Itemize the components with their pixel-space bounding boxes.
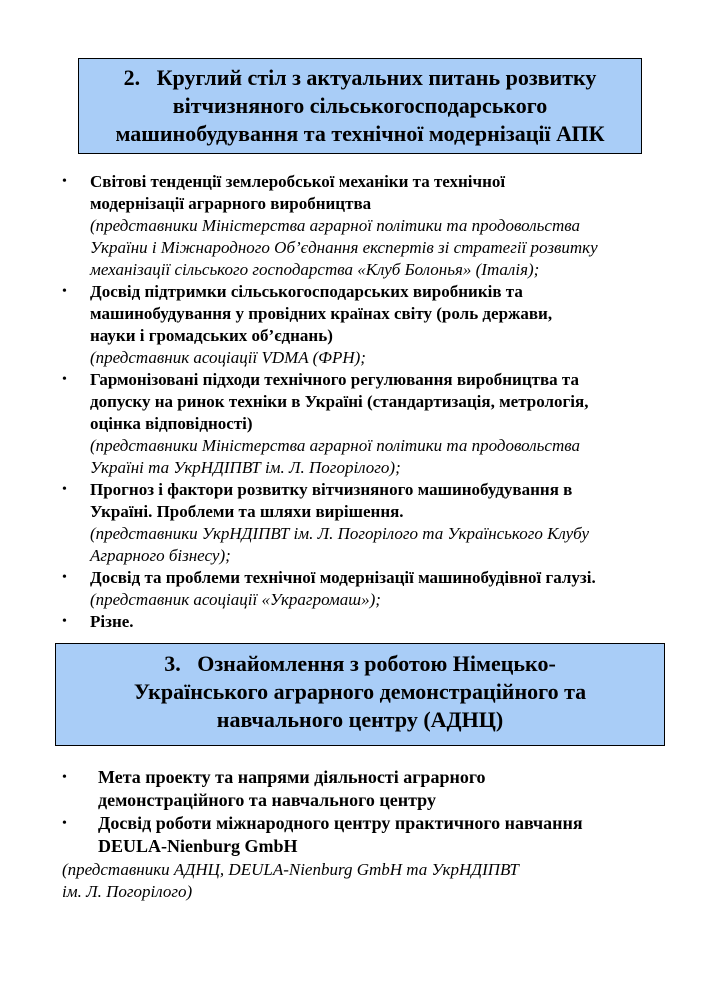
- agenda-item-5-note-line-1: (представник асоціації «Украгромаш»);: [90, 590, 381, 609]
- agenda-item-5-title-line-1: Досвід та проблеми технічної модернізації машинобудівної галузі.: [90, 568, 596, 587]
- section-3-title-line-1: Ознайомлення з роботою Німецько-: [197, 651, 556, 676]
- agenda-item-2-title-line-1: Досвід підтримки сільськогосподарських виробників та: [90, 282, 523, 301]
- agenda-item-3-note-line-2: Україні та УкрНДІПВТ ім. Л. Погорілого);: [90, 458, 401, 477]
- section-3-title-line-3: навчального центру (АДНЦ): [216, 707, 504, 732]
- section-3-item-1-title-line-1: Мета проекту та напрями діяльності аграрного: [98, 767, 486, 787]
- agenda-item-4-title-line-1: Прогноз і фактори розвитку вітчизняного машинобудування в: [90, 480, 573, 499]
- agenda-item-3-title-line-2: допуску на ринок техніки в Україні (стандартизація, метрологія,: [90, 392, 589, 411]
- agenda-item-2-title-line-2: машинобудування у провідних країнах світу (роль держави,: [90, 304, 553, 323]
- agenda-item-1-note-line-3: механізації сільського господарства «Клуб Болонья» (Італія);: [90, 260, 540, 279]
- bullet-icon: •: [62, 482, 67, 497]
- agenda-item-3: [62, 369, 662, 479]
- agenda-item-1-title-line-2: модернізації аграрного виробництва: [90, 194, 372, 213]
- agenda-item-2: [62, 281, 662, 369]
- section-3-heading: [55, 643, 665, 746]
- agenda-item-3-note-line-1: (представники Міністерства аграрної політики та продовольства: [90, 436, 580, 455]
- section-2-heading-line-1: [79, 64, 641, 92]
- agenda-item-4-note-line-2: Аграрного бізнесу);: [90, 546, 231, 565]
- agenda-item-1-note-line-1: (представники Міністерства аграрної політики та продовольства: [90, 216, 580, 235]
- section-3-note-line-1: (представники АДНЦ, DEULA-Nienburg GmbH та УкрНДІПВТ: [62, 860, 519, 879]
- bullet-icon: •: [62, 770, 67, 785]
- section-2-title-line-1: Круглий стіл з актуальних питань розвитку: [156, 65, 597, 90]
- agenda-item-4-title-line-2: Україні. Проблеми та шляхи вирішення.: [90, 502, 404, 521]
- agenda-item-2-title-line-3: науки і громадських об’єднань): [90, 326, 333, 345]
- section-3-item-1-title-line-2: демонстраційного та навчального центру: [98, 790, 436, 810]
- section-2-title-line-3: машинобудування та технічної модернізації АПК: [115, 121, 605, 146]
- section-3-note-line-2: ім. Л. Погорілого): [62, 882, 193, 901]
- section-2-title-line-2: вітчизняного сільськогосподарського: [172, 93, 548, 118]
- agenda-item-4-note-line-1: (представники УкрНДІПВТ ім. Л. Погорілого та Українського Клубу: [90, 524, 589, 543]
- agenda-item-1-title-line-1: Світові тенденції землеробської механіки та технічної: [90, 172, 506, 191]
- section-3-item-2-title-line-1: Досвід роботи міжнародного центру практичного навчання: [98, 813, 583, 833]
- section-3-number: 3.: [164, 651, 181, 676]
- section-2-agenda-list: [62, 171, 662, 633]
- agenda-item-1: [62, 171, 662, 281]
- section-3-heading-line-1: [56, 650, 664, 678]
- bullet-icon: •: [62, 816, 67, 831]
- section-3-item-2: [62, 812, 662, 858]
- bullet-icon: •: [62, 174, 67, 189]
- section-3-item-1: [62, 766, 662, 812]
- agenda-item-1-note-line-2: України і Міжнародного Об’єднання експертів зі стратегії розвитку: [90, 238, 598, 257]
- agenda-item-2-note-line-1: (представник асоціації VDMA (ФРН);: [90, 348, 366, 367]
- section-3-item-2-title-line-2: DEULA-Nienburg GmbH: [98, 836, 298, 856]
- section-2-number: 2.: [123, 65, 141, 90]
- section-3-note: [62, 859, 622, 903]
- agenda-item-6: [62, 611, 662, 633]
- bullet-icon: •: [62, 284, 67, 299]
- section-2-heading: [78, 58, 642, 154]
- agenda-item-3-title-line-3: оцінка відповідності): [90, 414, 253, 433]
- section-3-title-line-2: Українського аграрного демонстраційного та: [133, 679, 587, 704]
- bullet-icon: •: [62, 570, 67, 585]
- bullet-icon: •: [62, 614, 67, 629]
- agenda-item-3-title-line-1: Гармонізовані підходи технічного регулювання виробництва та: [90, 370, 579, 389]
- section-3-agenda-list: [62, 766, 662, 858]
- agenda-item-4: [62, 479, 662, 567]
- bullet-icon: •: [62, 372, 67, 387]
- agenda-item-5: [62, 567, 662, 611]
- agenda-item-6-title-line-1: Різне.: [90, 612, 134, 631]
